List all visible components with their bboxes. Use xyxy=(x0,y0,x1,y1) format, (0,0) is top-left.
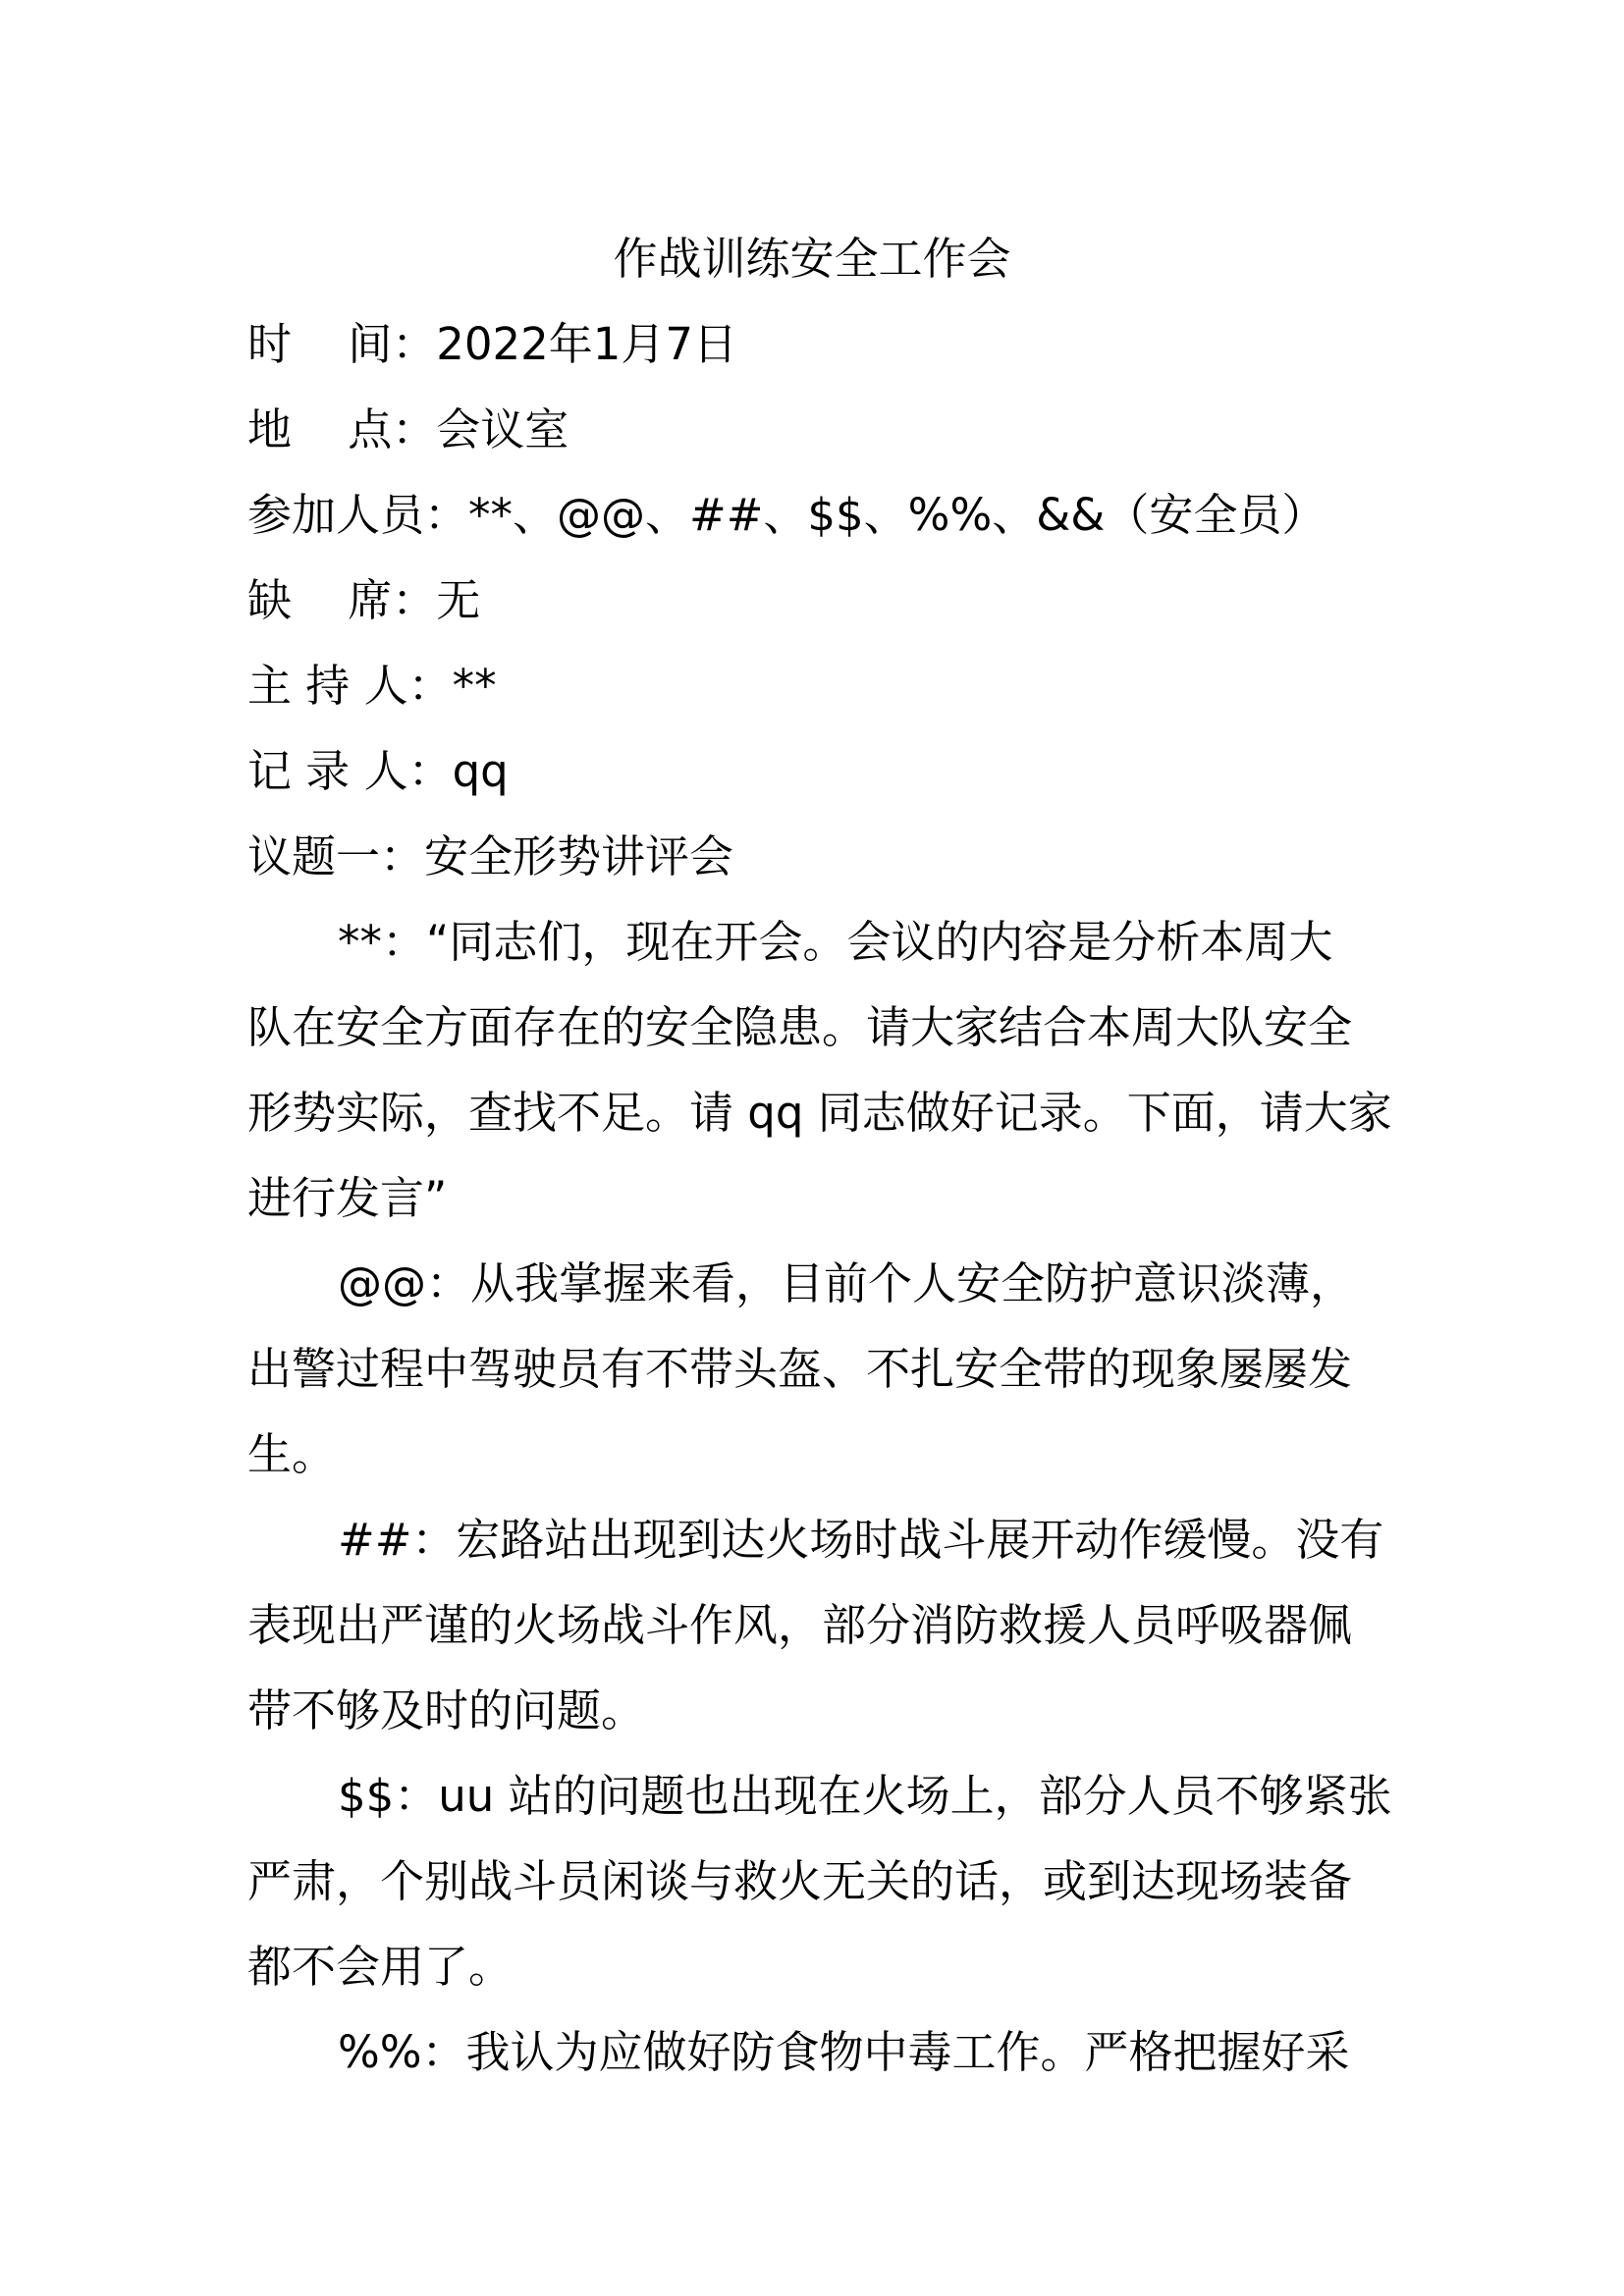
document-title: 作战训练安全工作会 xyxy=(613,233,1011,285)
speech-paragraph xyxy=(247,2009,1386,2095)
paragraph-line: 严肃，个别战斗员闲谈与救火无关的话，或到达现场装备 xyxy=(247,1855,1353,1907)
info-row xyxy=(247,558,1386,643)
meeting-minutes xyxy=(247,899,1392,2095)
info-label: 时 间： xyxy=(247,318,437,370)
paragraph-line: **：“同志们，现在开会。会议的内容是分析本周大 xyxy=(338,916,1333,968)
info-value: 会议室 xyxy=(436,403,569,455)
info-label: 主 持 人： xyxy=(247,660,453,712)
paragraph-line: 表现出严谨的火场战斗作风，部分消防救援人员呼吸器佩 xyxy=(247,1599,1353,1651)
info-value: 2022年1月7日 xyxy=(436,318,738,370)
paragraph-line: 生。 xyxy=(247,1428,337,1480)
paragraph-line: 队在安全方面存在的安全隐患。请大家结合本周大队安全 xyxy=(247,1001,1353,1053)
paragraph-line: 都不会用了。 xyxy=(247,1941,514,1993)
info-row xyxy=(247,387,1386,472)
paragraph-line: @@：从我掌握来看，目前个人安全防护意识淡薄， xyxy=(338,1257,1355,1309)
info-label: 地 点： xyxy=(247,403,437,455)
speech-paragraph xyxy=(247,1753,1392,2009)
info-row xyxy=(247,814,1386,899)
info-row xyxy=(247,643,1386,728)
info-label: 参加人员： xyxy=(247,489,469,541)
info-row xyxy=(247,472,1386,558)
info-row xyxy=(247,301,1386,387)
meeting-info xyxy=(247,301,1386,899)
paragraph-line: 进行发言” xyxy=(247,1172,448,1224)
info-label: 缺 席： xyxy=(247,574,437,626)
speech-paragraph xyxy=(247,1497,1386,1753)
info-label: 记 录 人： xyxy=(247,745,453,797)
paragraph-line: 出警过程中驾驶员有不带头盔、不扎安全带的现象屡屡发 xyxy=(247,1343,1353,1395)
paragraph-line: ##：宏路站出现到达火场时战斗展开动作缓慢。没有 xyxy=(338,1514,1384,1566)
document-page xyxy=(247,216,1392,2095)
info-value: 无 xyxy=(436,574,481,626)
paragraph-line: %%：我认为应做好防食物中毒工作。严格把握好采 xyxy=(338,2026,1350,2078)
info-label: 议题一： xyxy=(247,830,425,882)
speech-paragraph xyxy=(247,899,1392,1241)
info-value: ** xyxy=(452,660,497,712)
info-value: **、@@、##、$$、%%、&&（安全员） xyxy=(468,489,1326,541)
info-row xyxy=(247,728,1386,814)
info-value: qq xyxy=(452,745,509,797)
paragraph-line: 形势实际，查找不足。请 qq 同志做好记录。下面，请大家 xyxy=(247,1087,1392,1139)
paragraph-line: 带不够及时的问题。 xyxy=(247,1684,646,1736)
speech-paragraph xyxy=(247,1241,1386,1497)
paragraph-line: $$：uu 站的问题也出现在火场上，部分人员不够紧张 xyxy=(338,1770,1392,1822)
info-value: 安全形势讲评会 xyxy=(424,830,734,882)
